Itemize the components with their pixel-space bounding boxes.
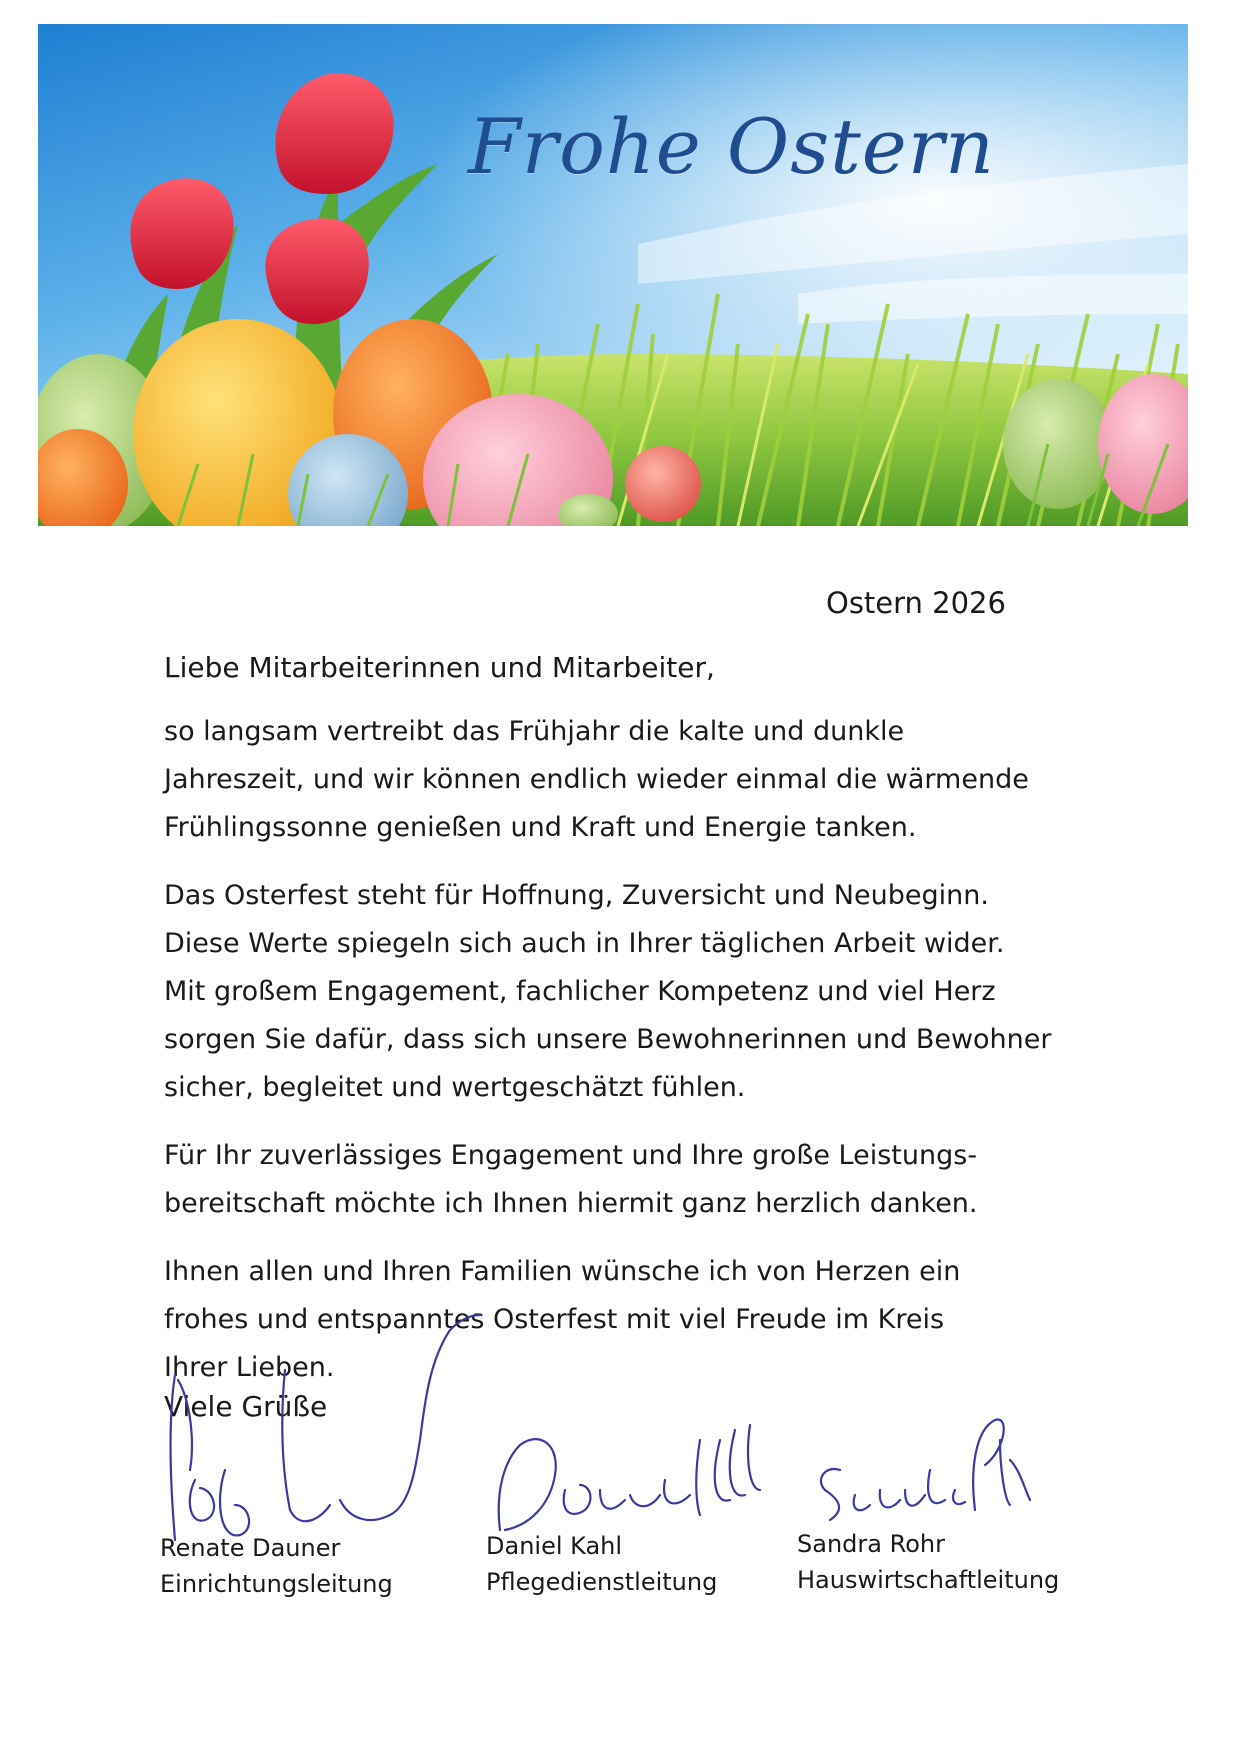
paragraph-line: Für Ihr zuverlässiges Engagement und Ihre große Leistungs- [164, 1140, 978, 1171]
banner-title: Frohe Ostern [468, 102, 996, 191]
paragraph-line: bereitschaft möchte ich Ihnen hiermit ganz herzlich danken. [164, 1188, 978, 1219]
salutation: Liebe Mitarbeiterinnen und Mitarbeiter, [164, 651, 715, 684]
paragraph-line: Mit großem Engagement, fachlicher Kompetenz und viel Herz [164, 976, 996, 1007]
letter-body [164, 708, 1104, 1412]
signature-block-sandra-rohr [797, 1526, 1059, 1598]
paragraph-line: Ihrer Lieben. [164, 1352, 335, 1383]
letter-date: Ostern 2026 [826, 586, 1006, 620]
paragraph-line: so langsam vertreibt das Frühjahr die kalte und dunkle [164, 716, 905, 747]
paragraph-line: Ihnen allen und Ihren Familien wünsche ich von Herzen ein [164, 1256, 961, 1287]
signature-daniel-kahl [499, 1425, 760, 1530]
easter-banner-illustration [38, 24, 1188, 526]
signatory-role: Hauswirtschaftleitung [797, 1566, 1060, 1594]
signatory-role: Pflegedienstleitung [486, 1568, 718, 1596]
closing: Viele Grüße [164, 1390, 328, 1423]
paragraph-line: sorgen Sie dafür, dass sich unsere Bewohnerinnen und Bewohner [164, 1024, 1052, 1055]
paragraph-line: Jahreszeit, und wir können endlich wieder einmal die wärmende [164, 764, 1029, 795]
signatory-name: Daniel Kahl [486, 1532, 623, 1560]
signature-block-renate-dauner [160, 1530, 393, 1602]
paragraph [164, 1132, 1104, 1228]
paragraph-line: frohes und entspanntes Osterfest mit viel Freude im Kreis [164, 1304, 945, 1335]
signatory-name: Renate Dauner [160, 1534, 341, 1562]
paragraph [164, 872, 1104, 1112]
signatory-name: Sandra Rohr [797, 1530, 945, 1558]
signature-sandra-rohr [821, 1420, 1030, 1520]
signature-block-daniel-kahl [486, 1528, 717, 1600]
paragraph [164, 708, 1104, 852]
signatory-role: Einrichtungsleitung [160, 1570, 393, 1598]
paragraph [164, 1248, 1104, 1392]
paragraph-line: Diese Werte spiegeln sich auch in Ihrer täglichen Arbeit wider. [164, 928, 1005, 959]
paragraph-line: Das Osterfest steht für Hoffnung, Zuversicht und Neubeginn. [164, 880, 989, 911]
paragraph-line: Frühlingssonne genießen und Kraft und Energie tanken. [164, 812, 917, 843]
paragraph-line: sicher, begleitet und wertgeschätzt fühlen. [164, 1072, 746, 1103]
easter-banner [38, 24, 1188, 526]
